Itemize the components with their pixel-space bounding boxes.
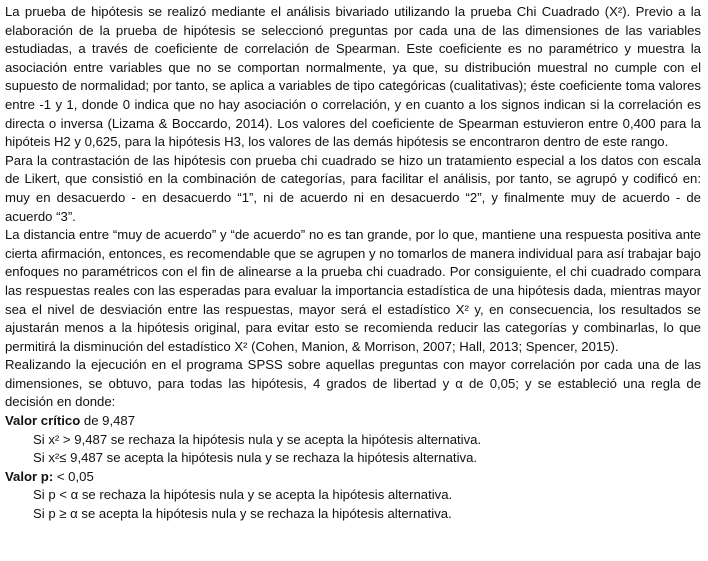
paragraph-spss-decision-rule: Realizando la ejecución en el programa SPSS sobre aquellas preguntas con mayor correlación por cada una de las dimensiones, se obtuvo, para todas las hipótesis, 4 grados de libertad y α de 0,05; y se estableció una regla de decisión en donde: (5, 357, 701, 410)
p-value-heading (5, 468, 701, 487)
critical-value-number: de 9,487 (80, 413, 136, 429)
p-value-reject-rule: Si p < α se rechaza la hipótesis nula y se acepta la hipótesis alternativa. (33, 487, 453, 503)
p-value-accept-rule: Si p ≥ α se acepta la hipótesis nula y se rechaza la hipótesis alternativa. (33, 506, 452, 522)
critical-value-accept-rule: Si x²≤ 9,487 se acepta la hipótesis nula y se rechaza la hipótesis alternativa. (33, 450, 478, 466)
paragraph-category-combination: La distancia entre “muy de acuerdo” y “de acuerdo” no es tan grande, por lo que, mantiene una respuesta positiva ante cierta afirmación, entonces, es recomendable que se agrupen y no tomarlos de manera individual para así trabajar bajo enfoques no paramétricos con el fin de alinearse a la prueba chi cuadrado. Por consiguiente, el chi cuadrado compara las respuestas reales con las esperadas para evaluar la importancia estadística de una hipótesis dada, mientras mayor sea el nivel de desviación entre las respuestas, mayor será el estadístico X² y, en consecuencia, los resultados se ajustarán menos a la hipótesis original, para evitar esto se recomienda reducir las categorías y combinarlas, lo que permitirá la disminución del estadístico X² (Cohen, Manion, & Morrison, 2007; Hall, 2013; Spencer, 2015). (5, 227, 701, 354)
p-value-threshold: < 0,05 (53, 468, 94, 484)
paragraph-chi-square-intro: La prueba de hipótesis se realizó mediante el análisis bivariado utilizando la prueba Chi Cuadrado (X²). Previo a la elaboración de la prueba de hipótesis se seleccionó preguntas por cada una de las dimensiones de las variables estudiadas, a través de coeficiente de correlación de Spearman. Este coeficiente es no paramétrico y muestra la asociación entre variables que no se comportan normalmente, ya que, su distribución muestral no cumple con el supuesto de normalidad; por tanto, se aplica a variables de tipo categóricas (cualitativas); éste coeficiente toma valores entre -1 y 1, donde 0 indica que no hay asociación o correlación, y en cuanto a los signos indican si la correlación es directa o inversa (Lizama & Boccardo, 2014). Los valores del coeficiente de Spearman estuvieron entre 0,400 para la hipóteis H2 y 0,625, para la hipótesis H3, los valores de las demás hipótesis se encontraron dentro de este rango. (5, 4, 701, 150)
paragraph-likert-grouping: Para la contrastación de las hipótesis con prueba chi cuadrado se hizo un tratamiento especial a los datos con escala de Likert, que consistió en la combinación de categorías, para facilitar el análisis, por tanto, se agrupó y codificó en: muy en desacuerdo - en desacuerdo “1”, ni de acuerdo ni en desacuerdo “2”, y finalmente muy de acuerdo - de acuerdo “3”. (5, 152, 701, 224)
critical-value-reject-rule: Si x² > 9,487 se rechaza la hipótesis nula y se acepta la hipótesis alternativa. (33, 431, 482, 447)
p-value-label: Valor p: (5, 468, 54, 484)
critical-value-label: Valor crítico (5, 413, 81, 429)
critical-value-heading (5, 412, 701, 431)
